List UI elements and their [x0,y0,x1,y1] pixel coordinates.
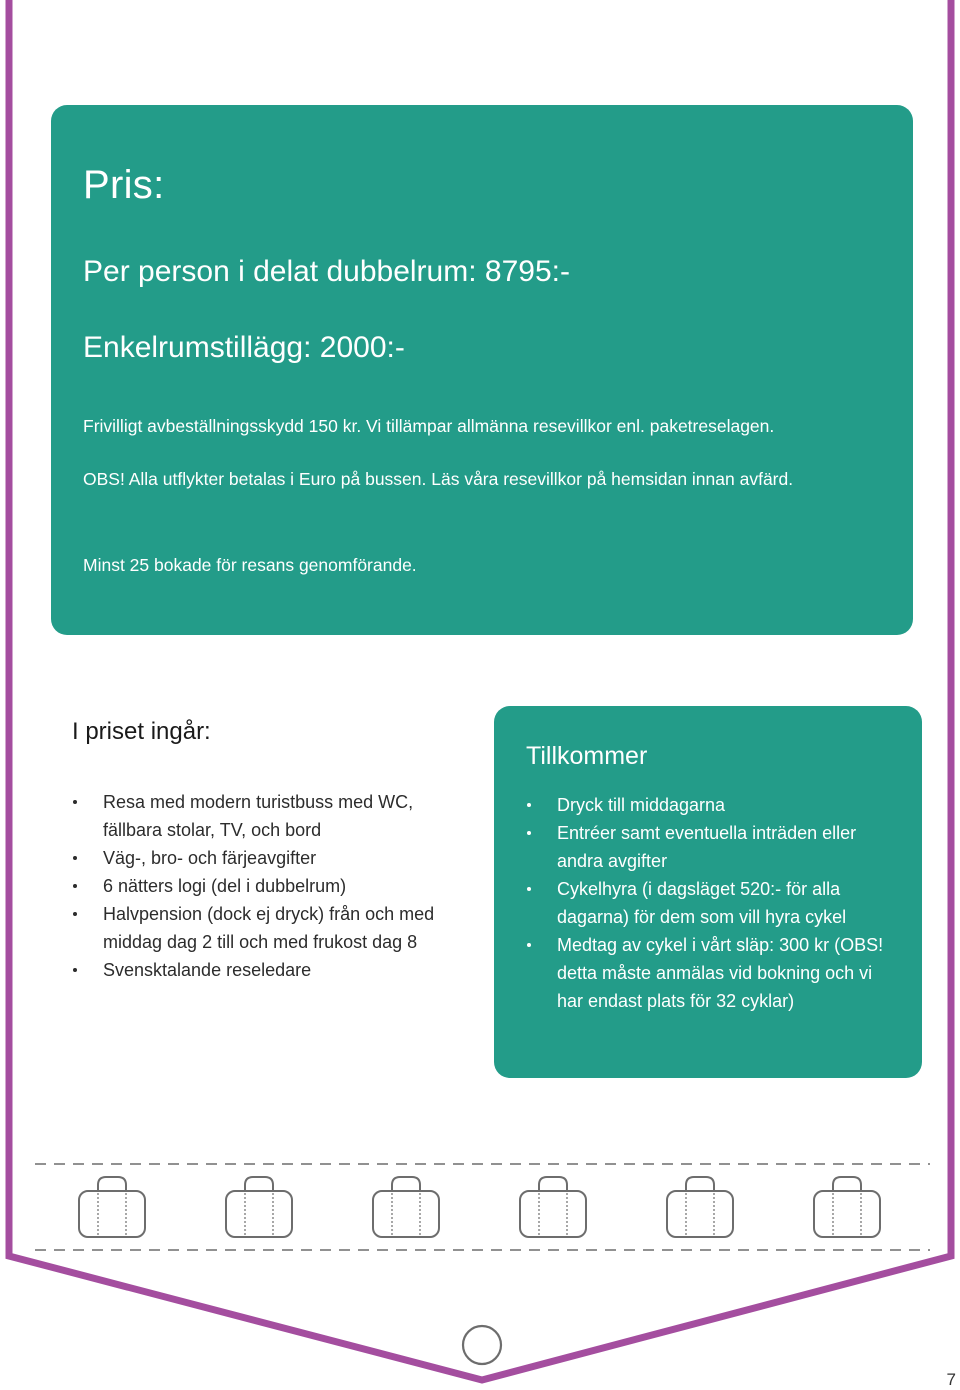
list-item: Halvpension (dock ej dryck) från och med middag dag 2 till och med frukost dag 8 [72,900,472,956]
included-title: I priset ingår: [72,718,211,745]
luggage-row [79,1177,880,1237]
included-list [72,788,472,984]
extras-title: Tillkommer [526,742,648,770]
suitcase-icon [79,1177,145,1237]
list-item: Resa med modern turistbuss med WC, fällbara stolar, TV, och bord [72,788,472,844]
price-note-excursions: OBS! Alla utflykter betalas i Euro på bussen. Läs våra resevillkor på hemsidan innan avfärd. [83,469,794,489]
price-box [51,105,913,635]
included-section [72,718,472,984]
price-note-insurance: Frivilligt avbeställningsskydd 150 kr. Vi tillämpar allmänna resevillkor enl. paketreselagen. [83,416,775,436]
price-single-supplement: Enkelrumstillägg: 2000:- [83,331,405,364]
page-number: 7 [946,1370,956,1389]
extras-box [494,706,922,1078]
suitcase-icon [814,1177,880,1237]
extras-list [526,791,902,1015]
list-item: Medtag av cykel i vårt släp: 300 kr (OBS! detta måste anmälas vid bokning och vi har endast plats för 32 cyklar) [526,931,902,1015]
list-item: Väg-, bro- och färjeavgifter [72,844,472,872]
price-note-minimum: Minst 25 bokade för resans genomförande. [83,555,417,575]
list-item: Entréer samt eventuella inträden eller andra avgifter [526,819,902,875]
list-item: 6 nätters logi (del i dubbelrum) [72,872,472,900]
list-item: Svensktalande reseledare [72,956,472,984]
price-title: Pris: [83,163,165,207]
price-per-person: Per person i delat dubbelrum: 8795:- [83,255,570,288]
list-item: Cykelhyra (i dagsläget 520:- för alla dagarna) för dem som vill hyra cykel [526,875,902,931]
suitcase-icon [226,1177,292,1237]
suitcase-icon [373,1177,439,1237]
suitcase-icon [520,1177,586,1237]
circle-hole-icon [463,1326,501,1364]
suitcase-icon [667,1177,733,1237]
list-item: Dryck till middagarna [526,791,902,819]
